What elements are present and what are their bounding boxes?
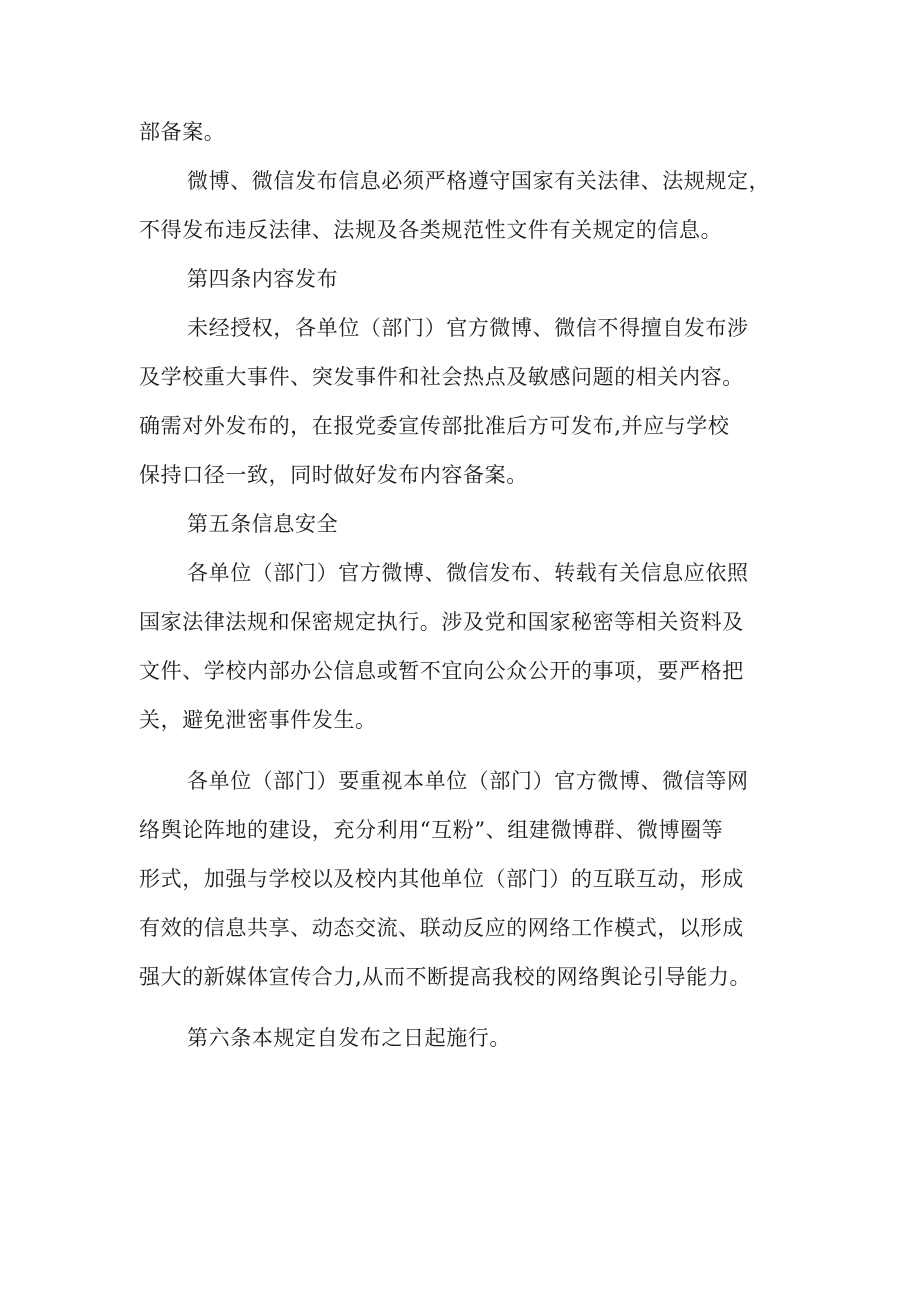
paragraph-spacer <box>139 745 784 757</box>
heading-article-5 <box>139 500 784 549</box>
section-heading: 第四条内容发布 <box>187 267 339 291</box>
text-line: 确需对外发布的，在报党委宣传部批准后方可发布,并应与学校 <box>139 414 730 438</box>
text-line: 及学校重大事件、突发事件和社会热点及敏感问题的相关内容。 <box>139 365 744 389</box>
text-line: 未经授权，各单位（部门）官方微博、微信不得擅自发布涉 <box>187 316 749 340</box>
text-line: 各单位（部门）官方微博、微信发布、转载有关信息应依照 <box>187 561 749 585</box>
paragraph-weibo-wechat-law <box>139 157 784 255</box>
paragraph-article-5-body <box>139 549 784 745</box>
text-line: 微博、微信发布信息必须严格遵守国家有关法律、法规规定， <box>187 169 771 193</box>
heading-article-6 <box>139 1014 784 1063</box>
paragraph-network-building <box>139 757 784 1002</box>
text-line: 有效的信息共享、动态交流、联动反应的网络工作模式，以形成 <box>139 916 744 940</box>
section-heading: 第五条信息安全 <box>187 512 339 536</box>
paragraph-intro-continuation <box>139 108 784 157</box>
text-line: 强大的新媒体宣传合力,从而不断提高我校的网络舆论引导能力。 <box>139 965 752 989</box>
text-line: 部备案。 <box>139 120 226 144</box>
text-line: 关，避免泄密事件发生。 <box>139 708 377 732</box>
heading-article-4 <box>139 255 784 304</box>
text-line: 文件、学校内部办公信息或暂不宜向公众公开的事项，要严格把 <box>139 659 744 683</box>
text-line: 国家法律法规和保密规定执行。涉及党和国家秘密等相关资料及 <box>139 610 744 634</box>
section-heading: 第六条本规定自发布之日起施行。 <box>187 1026 511 1050</box>
text-line: 络舆论阵地的建设，充分利用“互粉”、组建微博群、微博圈等 <box>139 818 724 842</box>
paragraph-article-4-body <box>139 304 784 500</box>
text-line: 各单位（部门）要重视本单位（部门）官方微博、微信等网 <box>187 769 749 793</box>
text-line: 不得发布违反法律、法规及各类规范性文件有关规定的信息。 <box>139 218 723 242</box>
document-body <box>139 108 784 1063</box>
paragraph-spacer <box>139 1002 784 1014</box>
text-line: 保持口径一致，同时做好发布内容备案。 <box>139 463 528 487</box>
text-line: 形式，加强与学校以及校内其他单位（部门）的互联互动，形成 <box>139 867 744 891</box>
